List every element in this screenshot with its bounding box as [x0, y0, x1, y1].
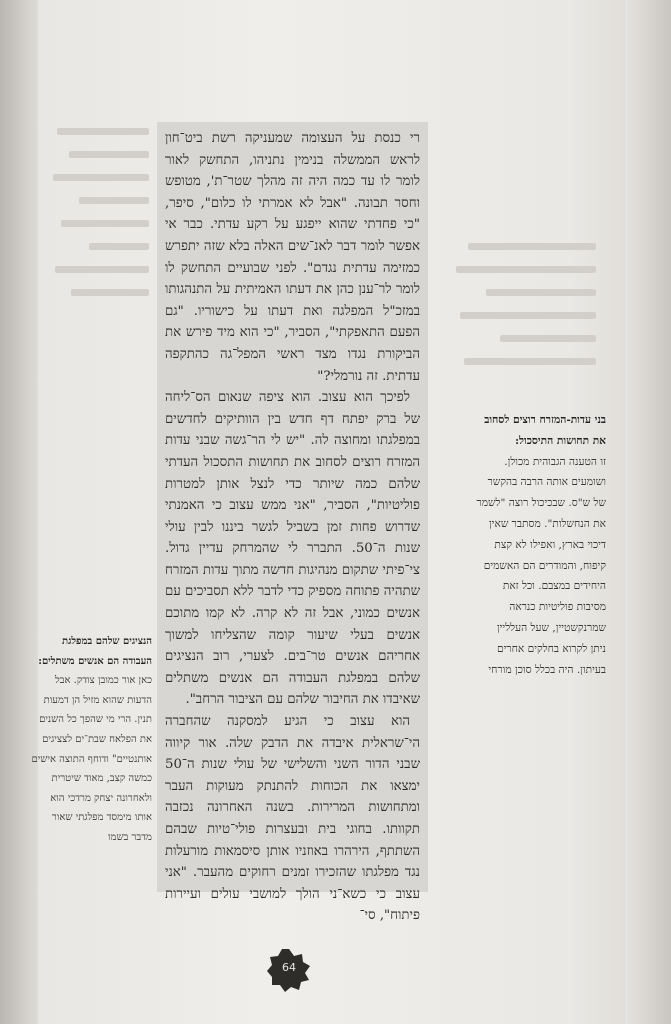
sidebar-left-line: תנין. הרי מי שהפך כל השנים: [39, 714, 152, 726]
sidebar-left-line: אותו מימסד מפלגתי שאור: [51, 812, 152, 824]
sidebar-left-line: כמשה קצב, מאוד שיטרית: [51, 773, 152, 785]
sidebar-right-heading-line-2: את תחושות התיסכול:: [515, 434, 606, 447]
sidebar-left-line: כאן אור כמובן צודק. אבל: [54, 675, 152, 687]
sidebar-left-line: מדבר בשמו: [107, 831, 152, 843]
sidebar-left-heading-line-1: הנציגים שלהם במפלגת: [61, 636, 152, 647]
left-page-edge: [0, 0, 38, 1024]
sidebar-commentary-left: [31, 632, 152, 843]
sidebar-right-line: היחידים במצבם. וכל זאת: [502, 580, 606, 593]
sidebar-right-line: של ש"ס. שבכיכול רוצה "לשמר: [476, 497, 606, 510]
sidebar-left-heading-line-2: העבודה הם אנשים משתלים:: [38, 655, 152, 667]
sidebar-right-line: בעיתון. היה בכלל סוכן מורחי: [488, 663, 606, 676]
show-through-text-left: [44, 120, 149, 304]
sidebar-right-line: ושומעים אותה הרבה בהקשר: [487, 476, 606, 489]
page-number: 64: [282, 961, 296, 974]
sidebar-right-line: זו הטענה הגבוהית מכולן.: [504, 455, 606, 468]
sidebar-right-line: ניתן לקרוא בחלקים אחרים: [497, 642, 606, 655]
sidebar-right-line: את הנחשלות". מסתבר שאין: [488, 517, 606, 530]
sidebar-left-line: הדעות שהוא מזיל הן דמעות: [43, 694, 152, 706]
sidebar-right-line: מסיבות פוליטיות כנראה: [509, 601, 606, 614]
show-through-text-right: [446, 235, 596, 373]
sidebar-right-line: קיפוח, והמודרים הם האשמים: [483, 559, 606, 572]
sidebar-commentary-right: [430, 410, 606, 720]
sidebar-right-line: דיכוי בארץ, ואפילו לא קצת: [494, 538, 606, 551]
page-number-badge: [267, 948, 311, 992]
article-paragraph-3: הוא עצוב כי הגיע למסקנה שהחברה הי־שראלית איבדה את הדבק שלה. אור קיווה שבני הדור השני והשלישי של עולי שנות ה־50 ימצאו את הכוחות להתנתק מעוקות העבר ומתחושות המרירות. בשנה האחרונה נכזבה תקוותו. בחוגי בית ובעצרות פולי־טיות שבהם השתתף, הירהרו באוזניו אותן סיסמאות מורעלות נגד מפלגתו שהזכירו זמנים רחוקים מהעבר. "אני עצוב כי כשא־ני הולך למושבי עולים ועיירות פיתוח", סי־: [165, 714, 420, 924]
sidebar-left-line: ולאחרונה יצחק מרדכי הוא: [50, 792, 152, 804]
main-article-column: [157, 122, 428, 924]
sidebar-left-line: את הפלאח שבת־ים לצציגים: [42, 733, 152, 745]
sidebar-right-line: שמרנקשטיין, שעל העלליין: [496, 621, 606, 634]
article-paragraph-2: לפיכך הוא עצוב. הוא ציפה שנאום הס־ליחה של ברק יפתח דף חדש בין הוותיקים לחדשים במפלגתו ומחוצה לה. "יש לי הר־גשה שבני עדות המזרח רוצים לסחוב את תחושות התסכול העדתי שלהם כמה שיותר כדי לנצל אותן למטרות פוליטיות", הסביר, "אני ממש עצוב כי האמנתי שדרוש פחות זמן בשביל לגשר ביננו לבין עולי שנות ה־50. התברר לי שהמרחק עדיין גדול. צי־פיתי שתקום מנהיגות חדשה מתוך עדות המזרח שתהיה פתוחה מספיק כדי לדבר ללא תסביכים עם אנשים כמוני, אבל זה לא קרה. לא קמו מתוכם אנשים בעלי שיעור קומה שהצליחו למשוך אחריהם אנשים טר־בים. לצערי, רוב הנציגים שלהם במפלגת העבודה הם אנשים משתלים שאיבדו את החיבור שלהם עם הציבור הרחב".: [165, 390, 420, 708]
sidebar-right-heading-line-1: בני עדות-המזרח רוצים לסחוב: [484, 414, 606, 426]
sidebar-left-line: אותנטיים" ודוחף התוצה אישים: [31, 753, 152, 765]
article-paragraph-1: רי כנסת על העצומה שמעניקה רשת ביט־חון לראש הממשלה בנימין נתניהו, התחשק לאור לומר לו עד כמה היה זה מהלך שטר־ת', מטופש וחסר תבונה. "אבל לא אמרתי לו כלום", סיפר, "כי פחדתי שהוא ייפגע על רקע עדתי. כבר אי אפשר לומר דבר לאנ־שים האלה בלא שזה יתפרש כמזימה עדתית נגדם". לפני שבועיים התחשק לו לומר לר־ענן כהן את דעתו האמיתית על התנהגותו במזכ"ל המפלגה ואת דעתו על כישוריו. "גם הפעם התאפקתי", הסביר, "כי הוא מיד פירש את הביקורת נגדו מצד ראשי המפל־גה כהתקפה עדתית. זה נורמלי?": [165, 131, 420, 384]
right-page-edge: [625, 0, 671, 1024]
